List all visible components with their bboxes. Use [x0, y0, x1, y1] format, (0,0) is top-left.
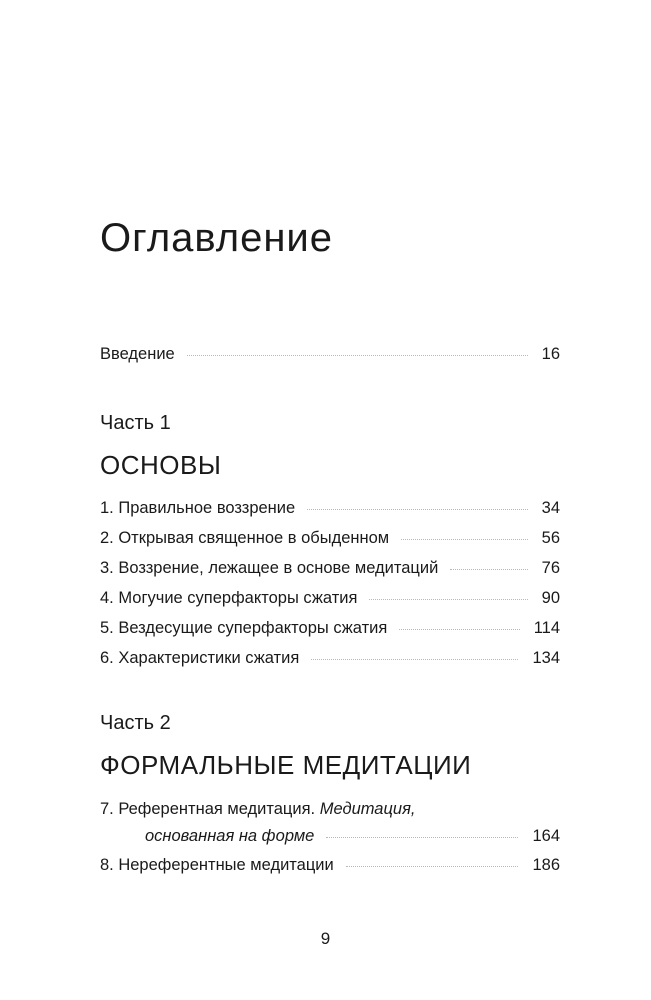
toc-entry-7-line-2[interactable]: [145, 828, 560, 845]
toc-leader-dots: [369, 599, 527, 600]
toc-entry-page: 164: [532, 827, 560, 845]
part-2-title: ФОРМАЛЬНЫЕ МЕДИТАЦИИ: [100, 750, 472, 780]
toc-leader-dots: [401, 539, 527, 540]
toc-entry-page: 134: [532, 649, 560, 667]
toc-leader-dots: [399, 629, 519, 630]
toc-entry-page: 16: [541, 345, 560, 363]
toc-entry-page: 186: [532, 856, 560, 874]
toc-entry[interactable]: [100, 620, 560, 637]
toc-entry-label: 2. Открывая священное в обыденном: [100, 529, 390, 547]
toc-entry-page: 76: [541, 559, 560, 577]
toc-entry-label-italic: Медитация,: [319, 800, 416, 818]
toc-leader-dots: [311, 659, 518, 660]
toc-entry[interactable]: [100, 590, 560, 607]
part-1-title: ОСНОВЫ: [100, 450, 222, 480]
toc-leader-dots: [326, 837, 518, 838]
toc-entry-page: 56: [541, 529, 560, 547]
part-2-label: Часть 2: [100, 712, 171, 734]
toc-entry-page: 90: [541, 589, 560, 607]
toc-entry-label: 7. Референтная медитация.: [100, 800, 316, 818]
toc-entry[interactable]: [100, 857, 560, 874]
toc-entry-label-cont: основанная на форме: [145, 827, 315, 845]
toc-leader-dots: [307, 509, 527, 510]
toc-entry-label: Введение: [100, 345, 175, 363]
toc-entry[interactable]: [100, 500, 560, 517]
toc-entry[interactable]: [100, 560, 560, 577]
toc-entry-7-line-1[interactable]: [100, 801, 416, 818]
toc-entry-page: 114: [533, 619, 560, 637]
toc-entry[interactable]: [100, 530, 560, 547]
part-1-label: Часть 1: [100, 412, 171, 434]
toc-entry-label: 5. Вездесущие суперфакторы сжатия: [100, 619, 388, 637]
toc-entry[interactable]: [100, 650, 560, 667]
toc-leader-dots: [187, 355, 528, 356]
page-number: 9: [320, 929, 331, 948]
toc-leader-dots: [346, 866, 519, 867]
toc-entry-label: 6. Характеристики сжатия: [100, 649, 300, 667]
toc-entry-label: 4. Могучие суперфакторы сжатия: [100, 589, 358, 607]
toc-leader-dots: [450, 569, 527, 570]
toc-entry-label: 1. Правильное воззрение: [100, 499, 296, 517]
toc-entry-page: 34: [541, 499, 560, 517]
toc-entry-label: 3. Воззрение, лежащее в основе медитаций: [100, 559, 439, 577]
page-title: Оглавление: [100, 216, 334, 260]
toc-entry-intro[interactable]: [100, 346, 560, 363]
toc-entry-label: 8. Нереферентные медитации: [100, 856, 334, 874]
